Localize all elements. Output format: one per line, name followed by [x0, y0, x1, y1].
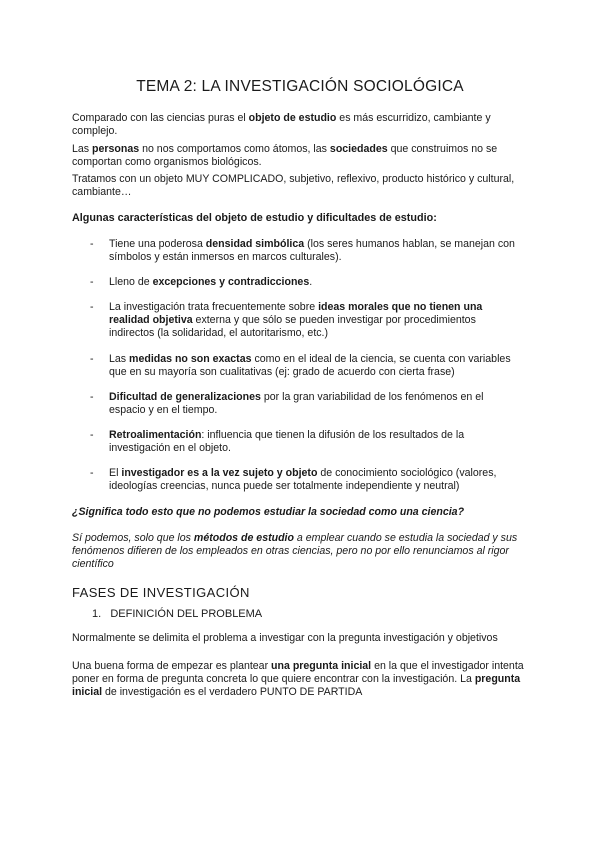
text-run: como en el ideal de la ciencia, se cuenta con variables que en su mayoría son cualitativas (ej: grado de acuerdo con cierta frase) [109, 353, 511, 378]
bold-term: densidad simbólica [205, 238, 305, 250]
question: ¿Significa todo esto que no podemos estudiar la sociedad como una ciencia? [72, 506, 465, 518]
text-run: Las [72, 143, 93, 155]
text-run: : influencia que tienen la difusión de los resultados de la investigación en el objeto. [109, 429, 465, 454]
text-run: . [309, 276, 313, 288]
text-run: que construimos no se comportan como organismos biológicos. [72, 143, 498, 168]
fases-heading: FASES DE INVESTIGACIÓN [72, 585, 250, 600]
text-run: El [109, 467, 122, 479]
bold-term: ideas morales que no tienen una realidad objetiva [109, 301, 483, 326]
text-run: por la gran variabilidad de los fenómenos en el espacio y en el tiempo. [109, 391, 484, 416]
text-run: (los seres humanos hablan, se manejan con símbolos y están inmersos en marcos culturales). [109, 238, 515, 263]
text-run: externa y que sólo se pueden investigar por procedimientos indirectos (la solidaridad, el autoritarismo, etc.) [109, 314, 476, 339]
bullet-dash: - [90, 467, 94, 479]
bold-term: medidas no son exactas [129, 353, 252, 365]
text-run: Sí podemos, solo que los [72, 532, 194, 544]
text-run: Las [109, 353, 130, 365]
bullet-dash: - [90, 238, 94, 250]
bold-term: objeto de estudio [248, 112, 337, 124]
item-number: 1. [92, 608, 102, 620]
text-run: Tiene una poderosa [109, 238, 206, 250]
bold-term: una pregunta inicial [271, 660, 372, 672]
bullet-dash: - [90, 301, 94, 313]
text-run: Una buena forma de empezar es plantear [72, 660, 272, 672]
bullet-dash: - [90, 391, 94, 403]
paragraph-normal: Normalmente se delimita el problema a investigar con la pregunta investigación y objetivos [72, 632, 498, 644]
item-label: DEFINICIÓN DEL PROBLEMA [110, 608, 263, 620]
text-run: es más escurridizo, cambiante y complejo. [72, 112, 491, 137]
text-run: La investigación trata frecuentemente sobre [109, 301, 319, 313]
bold-term: Dificultad de generalizaciones [109, 391, 261, 403]
bold-term: métodos de estudio [193, 532, 294, 544]
page-title: TEMA 2: LA INVESTIGACIÓN SOCIOLÓGICA [136, 78, 464, 95]
intro-paragraph-2 [72, 143, 532, 169]
intro-paragraph-1 [72, 112, 532, 138]
text-run: de conocimiento sociológico (valores, ideologías creencias, nunca puede ser totalmente independiente y neutral) [109, 467, 497, 492]
text-run: en la que el investigador intenta poner en forma de pregunta concreta lo que quiere encontrar con la investigación. La [72, 660, 524, 685]
numbered-item [92, 608, 262, 620]
bold-term: investigador es a la vez sujeto y objeto [121, 467, 318, 479]
bold-term: sociedades [329, 143, 388, 155]
bullet-dash: - [90, 276, 94, 288]
bold-term: pregunta inicial [72, 673, 521, 698]
answer-paragraph [72, 532, 532, 571]
bold-term: excepciones y contradicciones [152, 276, 310, 288]
bullet-dash: - [90, 429, 94, 441]
text-run: a emplear cuando se estudia la sociedad y sus fenómenos difieren de los empleados en otras ciencias, pero no por ello renunciamos al rigor científico [72, 532, 518, 570]
section-heading: Algunas características del objeto de estudio y dificultades de estudio: [72, 212, 437, 224]
text-run: Comparado con las ciencias puras el [72, 112, 249, 124]
text-run: Lleno de [109, 276, 153, 288]
final-paragraph [72, 660, 532, 699]
bold-term: personas [92, 143, 140, 155]
text-run: no nos comportamos como átomos, las [139, 143, 330, 155]
intro-paragraph-3: Tratamos con un objeto MUY COMPLICADO, subjetivo, reflexivo, producto histórico y cultural, cambiante… [72, 173, 515, 198]
bold-term: Retroalimentación [109, 429, 202, 441]
text-run: de investigación es el verdadero PUNTO DE PARTIDA [102, 686, 363, 698]
bullet-dash: - [90, 353, 94, 365]
